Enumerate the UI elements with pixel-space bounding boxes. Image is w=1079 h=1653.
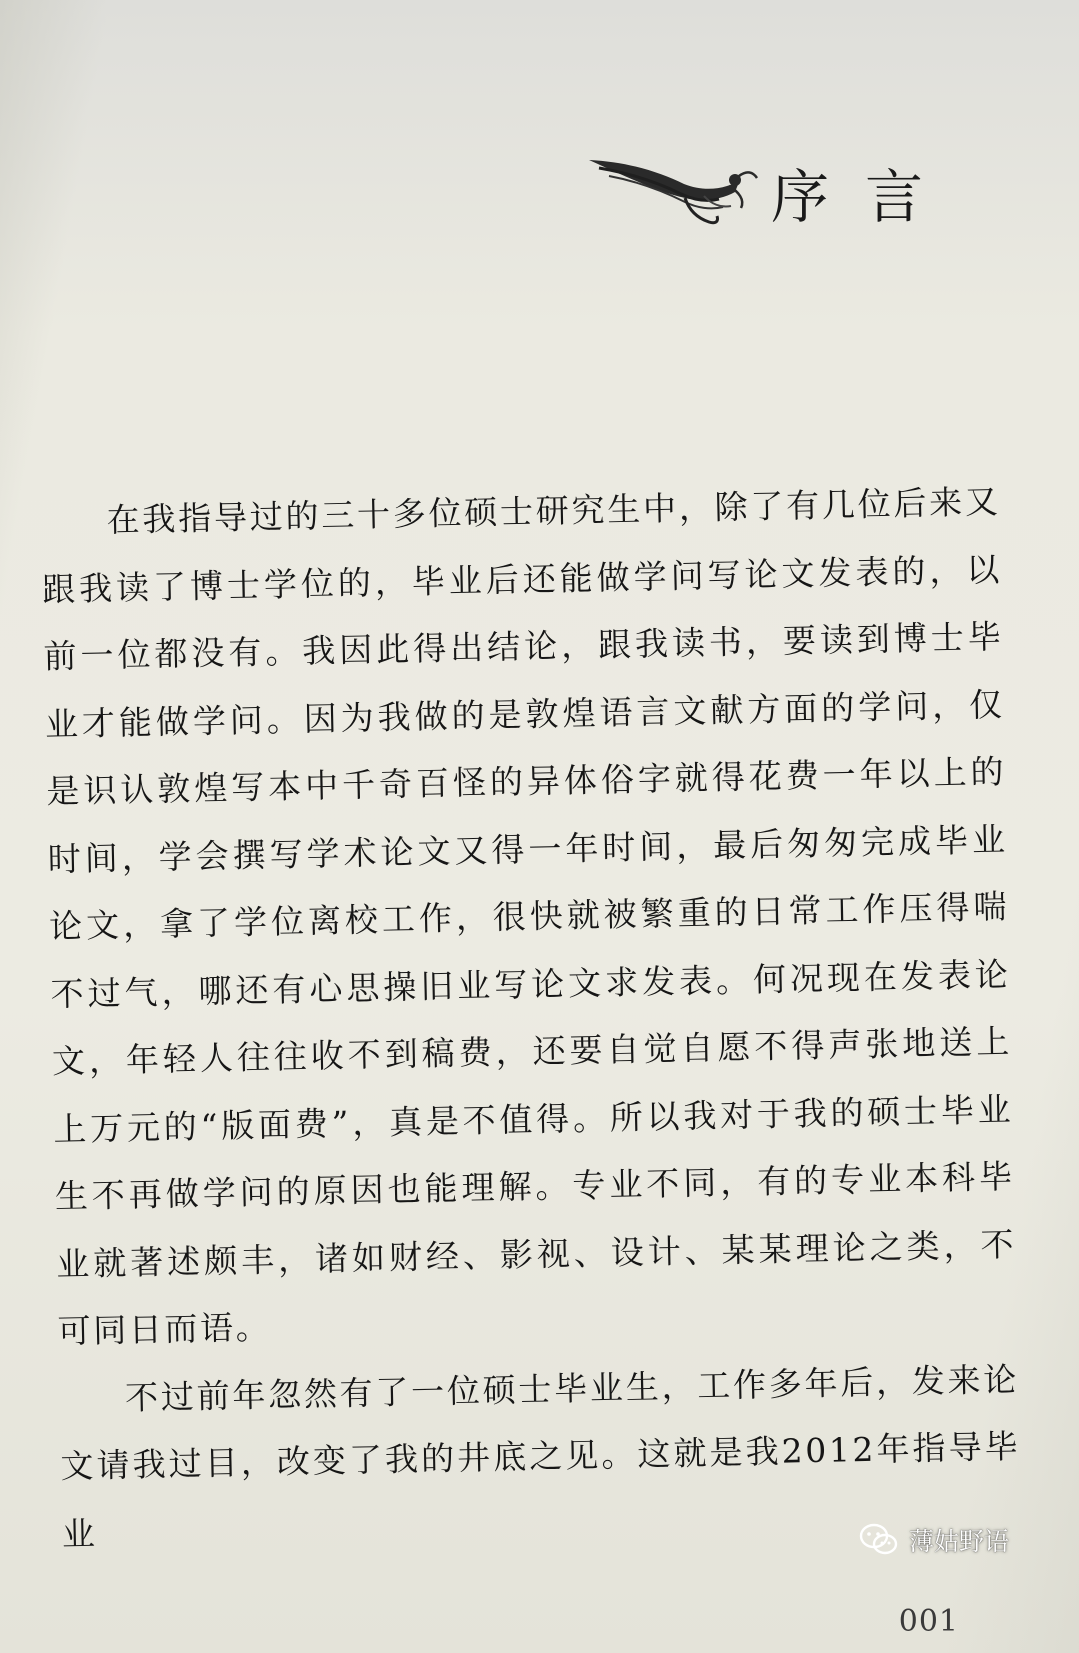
watermark-label: 薄姑野语	[908, 1527, 1009, 1556]
page-title: 序言	[770, 163, 959, 231]
watermark	[859, 1522, 1009, 1558]
page-number: 001	[898, 1604, 959, 1639]
flying-apsara-icon	[589, 152, 759, 232]
body-text	[40, 468, 1022, 1568]
heading-block	[589, 150, 959, 234]
wechat-icon	[859, 1523, 899, 1557]
paragraph-2: 不过前年忽然有了一位硕士毕业生，工作多年后，发来论文请我过目，改变了我的井底之见。这就是我2012年指导毕业	[60, 1359, 1021, 1554]
paragraph-1: 在我指导过的三十多位硕士研究生中，除了有几位后来又跟我读了博士学位的，毕业后还能做学问写论文发表的，以前一位都没有。我因此得出结论，跟我读书，要读到博士毕业才能做学问。因为我做的是敦煌语言文献方面的学问，仅是识认敦煌写本中千奇百怪的异体俗字就得花费一年以上的时间，学会撰写学术论文又得一年时间，最后匆匆完成毕业论文，拿了学位离校工作，很快就被繁重的日常工作压得喘不过气，哪还有心思操旧业写论文求发表。何况现在发表论文，年轻人往往收不到稿费，还要自觉自愿不得声张地送上上万元的“版面费”，真是不值得。所以我对于我的硕士毕业生不再做学问的原因也能理解。专业不同，有的专业本科毕业就著述颇丰，诸如财经、影视、设计、某某理论之类，不可同日而语。	[41, 481, 1017, 1351]
